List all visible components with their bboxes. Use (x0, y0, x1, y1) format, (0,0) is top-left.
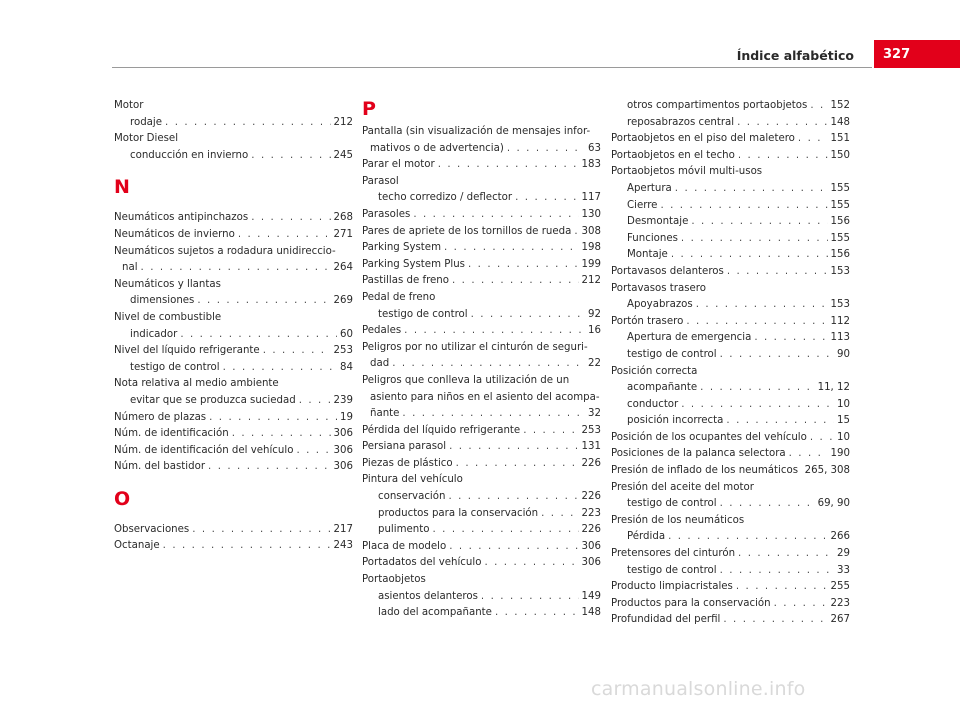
index-entry: Piezas de plástico . . . 226 (362, 456, 601, 473)
index-entry: otros compartimentos portaobjetos . . . 152 (611, 98, 850, 115)
index-entry: evitar que se produzca suciedad . . . 239 (114, 393, 353, 410)
header-rule (112, 67, 872, 68)
index-entry: ñante . . . 32 (362, 406, 601, 423)
index-entry: Núm. de identificación . . . 306 (114, 426, 353, 443)
index-heading: Motor (114, 100, 144, 111)
index-entry: techo corredizo / deflector . . . 117 (362, 190, 601, 207)
index-entry: Portadatos del vehículo . . . 306 (362, 555, 601, 572)
index-entry: testigo de control . . . 92 (362, 307, 601, 324)
index-entry: Apertura de emergencia . . . 113 (611, 330, 850, 347)
index-entry: Portavasos delanteros . . . 153 (611, 264, 850, 281)
index-entry: conducción en invierno . . . 245 (114, 148, 353, 165)
index-entry: testigo de control . . . 69, 90 (611, 496, 850, 513)
index-entry: Pérdida . . . 266 (611, 529, 850, 546)
index-entry: Presión de inflado de los neumáticos . . . 265, 308 (611, 463, 850, 480)
index-heading: Parasol (362, 175, 399, 187)
index-entry: testigo de control . . . 90 (611, 347, 850, 364)
index-entry: Portaobjetos en el techo . . . 150 (611, 148, 850, 165)
section-letter-o: O (114, 487, 131, 510)
index-entry: conservación . . . 226 (362, 489, 601, 506)
index-entry: acompañante . . . 11, 12 (611, 380, 850, 397)
index-entry: Pretensores del cinturón . . . 29 (611, 546, 850, 563)
index-heading: Peligros por no utilizar el cinturón de seguri- (362, 341, 588, 353)
index-heading: asiento para niños en el asiento del acompa- (370, 391, 600, 403)
index-heading: Posición correcta (611, 365, 698, 377)
index-heading: Neumáticos sujetos a rodadura unidireccio- (114, 245, 336, 257)
index-entry: Posición de los ocupantes del vehículo . . . 10 (611, 430, 850, 447)
index-entry: Apertura . . . 155 (611, 181, 850, 198)
index-entry: Núm. del bastidor . . . 306 (114, 459, 353, 476)
index-heading: Nivel de combustible (114, 311, 222, 323)
index-entry: Parasoles . . . 130 (362, 207, 601, 224)
index-entry: Pérdida del líquido refrigerante . . . 253 (362, 423, 601, 440)
index-entry: nal . . . 264 (114, 260, 353, 277)
index-entry: asientos delanteros . . . 149 (362, 589, 601, 606)
index-heading: Presión del aceite del motor (611, 481, 754, 493)
index-entry: Pares de apriete de los tornillos de rueda . . . 308 (362, 224, 601, 241)
index-heading: Portavasos trasero (611, 282, 706, 294)
index-entry: Octanaje . . . 243 (114, 538, 353, 555)
index-heading: Peligros que conlleva la utilización de un (362, 374, 570, 386)
index-entry: indicador . . . 60 (114, 327, 353, 344)
index-entry: Pastillas de freno . . . 212 (362, 273, 601, 290)
index-entry: posición incorrecta . . . 15 (611, 413, 850, 430)
index-entry: Número de plazas . . . 19 (114, 410, 353, 427)
index-entry: Montaje . . . 156 (611, 247, 850, 264)
index-entry: Neumáticos antipinchazos . . . 268 (114, 210, 353, 227)
index-heading: Pantalla (sin visualización de mensajes infor- (362, 126, 591, 137)
index-heading: Pintura del vehículo (362, 474, 463, 486)
index-entry: Funciones . . . 155 (611, 231, 850, 248)
index-heading: Neumáticos y llantas (114, 278, 221, 290)
index-column-1 (114, 98, 353, 555)
index-entry: productos para la conservación . . . 223 (362, 506, 601, 523)
index-entry: Producto limpiacristales . . . 255 (611, 579, 850, 596)
index-entry: mativos o de advertencia) . . . 63 (362, 141, 601, 158)
index-entry: Cierre . . . 155 (611, 198, 850, 215)
index-entry: Parar el motor . . . 183 (362, 157, 601, 174)
index-heading: Nota relativa al medio ambiente (114, 378, 279, 390)
index-entry: Posiciones de la palanca selectora . . . 190 (611, 446, 850, 463)
index-entry: Nivel del líquido refrigerante . . . 253 (114, 343, 353, 360)
index-entry: Pedales . . . 16 (362, 323, 601, 340)
index-entry: rodaje . . . 212 (114, 115, 353, 132)
index-entry: Productos para la conservación . . . 223 (611, 596, 850, 613)
index-entry: reposabrazos central . . . 148 (611, 115, 850, 132)
index-entry: Portaobjetos en el piso del maletero . . . 151 (611, 131, 850, 148)
index-heading: Pedal de freno (362, 291, 436, 303)
watermark-text: carmanualsonline.info (591, 678, 806, 700)
index-entry: pulimento . . . 226 (362, 522, 601, 539)
section-letter-p: P (362, 98, 376, 120)
index-entry: testigo de control . . . 84 (114, 360, 353, 377)
index-entry: Parking System . . . 198 (362, 240, 601, 257)
index-entry: Observaciones . . . 217 (114, 522, 353, 539)
index-entry: Apoyabrazos . . . 153 (611, 297, 850, 314)
index-entry: Portón trasero . . . 112 (611, 314, 850, 331)
index-heading: Motor Diesel (114, 133, 179, 145)
index-entry: Parking System Plus . . . 199 (362, 257, 601, 274)
page-number-tab: 327 (874, 40, 960, 68)
index-entry: Neumáticos de invierno . . . 271 (114, 227, 353, 244)
page-header-title: Índice alfabético (736, 48, 854, 63)
section-letter-n: N (114, 176, 130, 199)
index-entry: Persiana parasol . . . 131 (362, 439, 601, 456)
index-entry: Desmontaje . . . 156 (611, 214, 850, 231)
index-entry: Profundidad del perfil . . . 267 (611, 612, 850, 629)
index-entry: Núm. de identificación del vehículo . . . 306 (114, 443, 353, 460)
index-heading: Presión de los neumáticos (611, 514, 745, 526)
index-heading: Portaobjetos (362, 574, 426, 586)
index-entry: Placa de modelo . . . 306 (362, 539, 601, 556)
index-column-2 (362, 98, 601, 622)
index-heading: Portaobjetos móvil multi-usos (611, 166, 763, 178)
index-entry: lado del acompañante . . . 148 (362, 605, 601, 622)
index-column-3 (611, 98, 850, 629)
index-entry: conductor . . . 10 (611, 397, 850, 414)
index-entry: testigo de control . . . 33 (611, 563, 850, 580)
index-entry: dad . . . 22 (362, 356, 601, 373)
index-entry: dimensiones . . . 269 (114, 293, 353, 310)
